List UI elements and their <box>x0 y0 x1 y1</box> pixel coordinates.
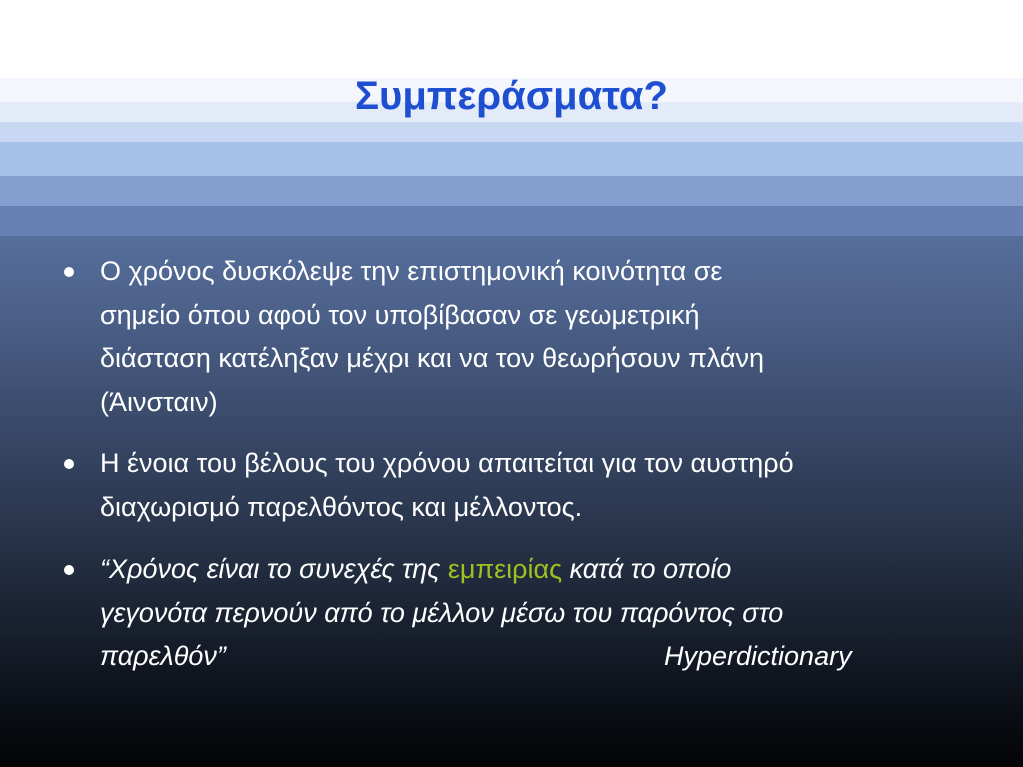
background-band <box>0 122 1023 142</box>
text-line: Η ένοια του βέλους του χρόνου απαιτείται για τον αυστηρό <box>100 448 794 478</box>
bullet-dot-icon <box>64 459 74 469</box>
text-line: γεγονότα περνούν από το μέλλον μέσω του παρόντος στο <box>100 597 784 628</box>
slide-title: Συμπεράσματα? <box>355 74 668 118</box>
text-line: διαχωρισμό παρελθόντος και μέλλοντος. <box>100 491 583 522</box>
text-line <box>100 548 990 592</box>
background-band <box>0 206 1023 236</box>
bullet-dot-icon <box>64 267 74 277</box>
text-line: σημείο όπου αφού τον υποβίβασαν σε γεωμετρική <box>100 299 700 330</box>
text-line: Ο χρόνος δυσκόλεψε την επιστημονική κοινότητα σε <box>100 256 723 286</box>
bullet-dot-icon <box>64 565 74 575</box>
bullet-text <box>100 442 990 529</box>
background-band <box>0 142 1023 176</box>
text-line: διάσταση κατέληξαν μέχρι και να τον θεωρήσουν πλάνη <box>100 343 764 373</box>
quote-text-part: κατά το οποίο <box>562 554 732 584</box>
quote-source: Hyperdictionary <box>664 641 852 671</box>
quote-text-part: “Χρόνος είναι το συνεχές της <box>100 554 448 584</box>
bullet-text <box>100 250 990 424</box>
text-line <box>100 635 990 679</box>
quote-text-part: παρελθόν” <box>100 641 226 671</box>
background-band <box>0 176 1023 206</box>
text-line: (Άινσταιν) <box>100 386 218 417</box>
quote-text <box>100 548 990 679</box>
highlighted-word: εμπειρίας <box>447 554 563 584</box>
